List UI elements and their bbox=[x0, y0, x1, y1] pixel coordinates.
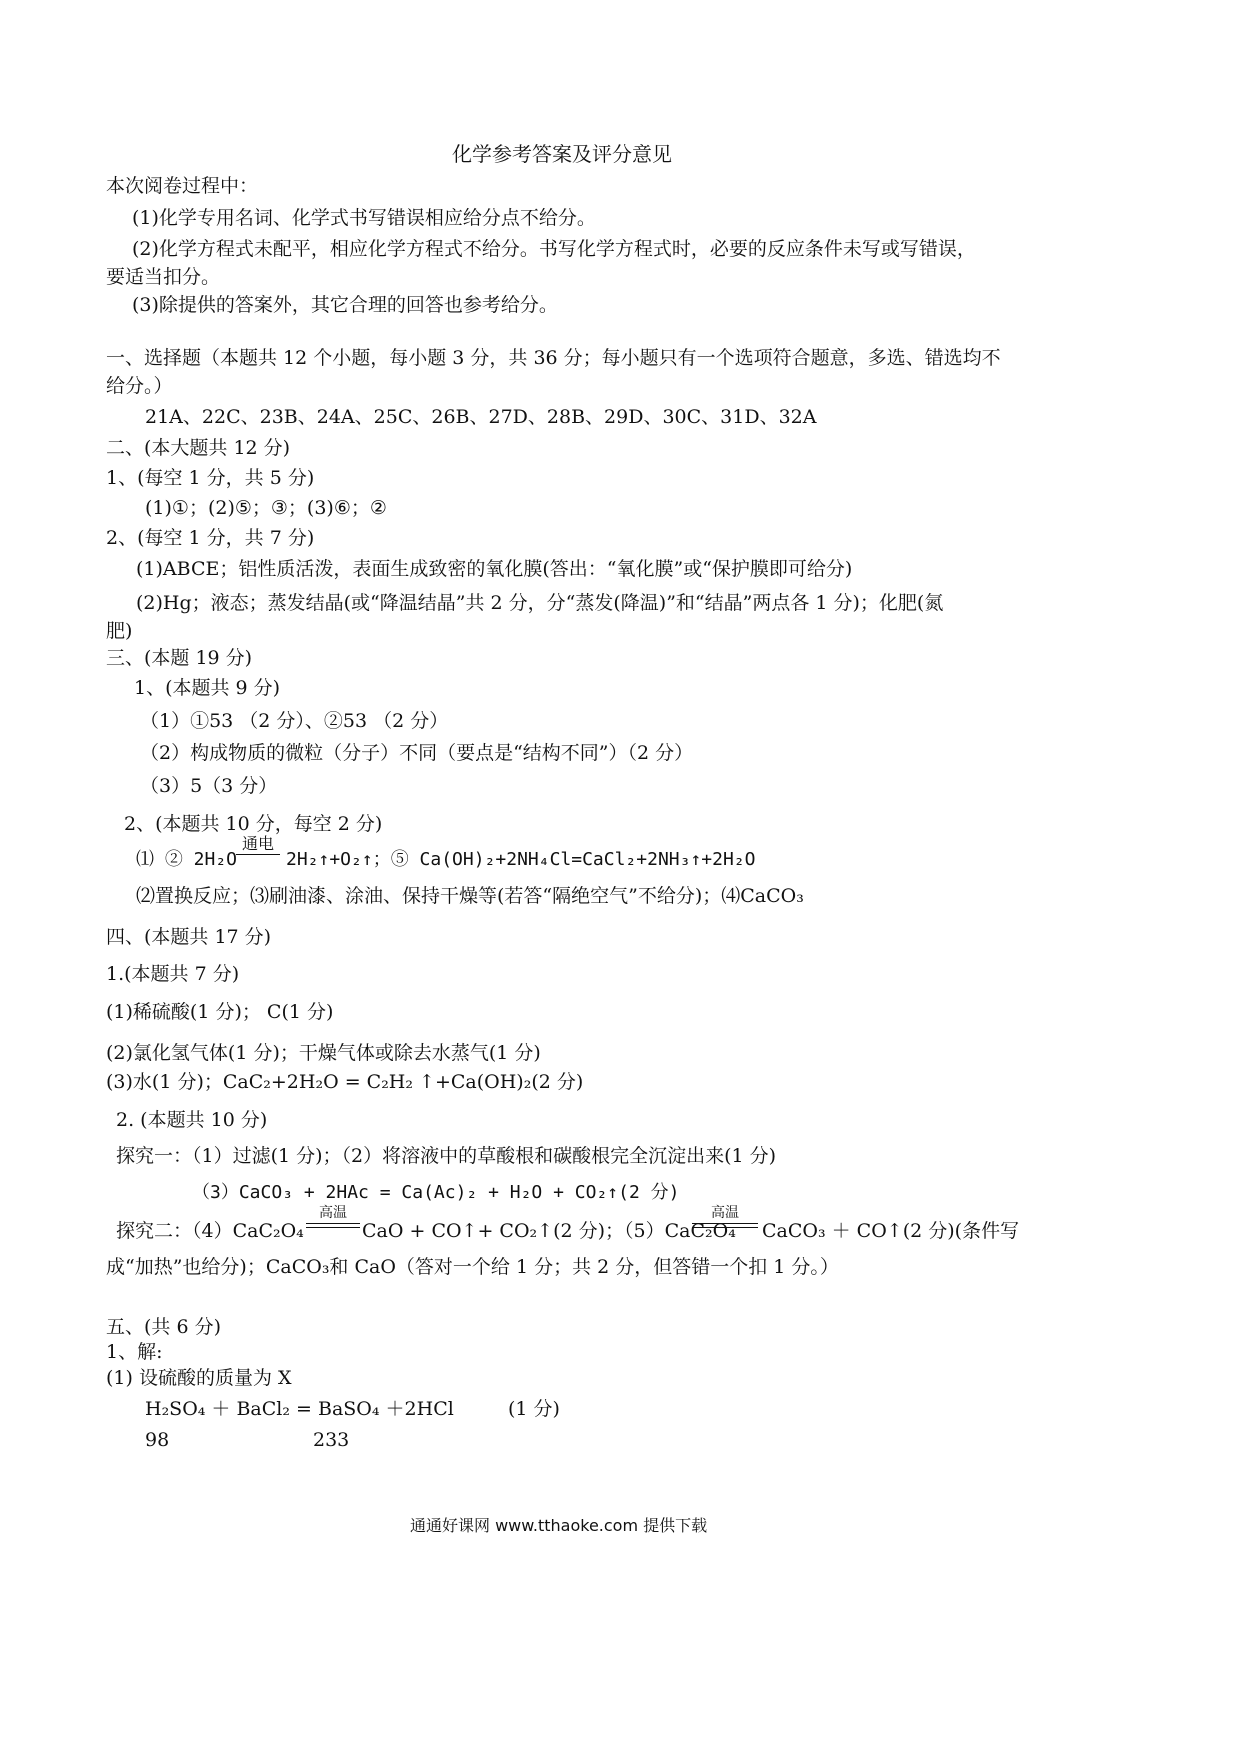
s4-q2-explore-1: 探究一：（1）过滤(1 分)；（2）将溶液中的草酸根和碳酸根完全沉淀出来(1 分) bbox=[116, 1145, 777, 1167]
reaction-equals-line bbox=[306, 1223, 360, 1228]
heat-condition-1 bbox=[306, 1205, 360, 1228]
reaction-equals-line bbox=[692, 1223, 758, 1228]
s3-q1-answer-1: （1）①53 （2 分）、②53 （2 分） bbox=[140, 710, 449, 732]
intro-heading: 本次阅卷过程中： bbox=[106, 175, 259, 197]
intro-note-2b: 要适当扣分。 bbox=[106, 266, 221, 288]
s2-q2-answer-1: (1)ABCE；铝性质活泼，表面生成致密的氧化膜(答出：“氧化膜”或“保护膜即可给分) bbox=[136, 558, 853, 580]
s5-molar-mass-2: 233 bbox=[313, 1429, 350, 1451]
condition-text: 通电 bbox=[241, 834, 274, 853]
s3-q2-equation-post: 2H₂↑+O₂↑；⑤ Ca(OH)₂+2NH₄Cl=CaCl₂+2NH₃↑+2H₂O bbox=[286, 849, 756, 870]
section-3-heading: 三、(本题 19 分) bbox=[106, 647, 253, 669]
s4-q1-heading: 1.(本题共 7 分) bbox=[106, 963, 240, 985]
s4-q2-explore-2b: CaO + CO↑+ CO₂↑(2 分)；（5）CaC₂O₄ bbox=[362, 1220, 736, 1242]
s3-q1-heading: 1、(本题共 9 分) bbox=[134, 677, 281, 699]
s4-q2-explore-2a: 探究二：（4）CaC₂O₄ bbox=[116, 1220, 304, 1242]
section-2-heading: 二、(本大题共 12 分) bbox=[106, 437, 291, 459]
s4-q2-explore-2d: 成“加热”也给分)；CaCO₃和 CaO（答对一个给 1 分；共 2 分，但答错一个扣 1 分。） bbox=[106, 1256, 839, 1278]
page-footer: 通通好课网 www.tthaoke.com 提供下载 bbox=[410, 1516, 708, 1535]
s2-q2-answer-2: (2)Hg；液态；蒸发结晶(或“降温结晶”共 2 分，分“蒸发(降温)”和“结晶”两点各 1 分)；化肥(氮 bbox=[136, 592, 944, 614]
s3-q2-equation-pre: ⑴ ② 2H₂O bbox=[136, 849, 238, 870]
s3-q2-answer-2: ⑵置换反应；⑶刷油漆、涂油、保持干燥等(若答“隔绝空气”不给分)；⑷CaCO₃ bbox=[136, 885, 804, 907]
s3-q2-heading: 2、(本题共 10 分，每空 2 分) bbox=[124, 813, 383, 835]
section-5-heading: 五、(共 6 分) bbox=[106, 1316, 221, 1338]
s5-equation-score: (1 分) bbox=[508, 1398, 560, 1420]
s2-q2-heading: 2、(每空 1 分，共 7 分) bbox=[106, 527, 315, 549]
s5-q1: (1) 设硫酸的质量为 X bbox=[106, 1367, 292, 1389]
electrolysis-condition bbox=[236, 836, 280, 855]
condition-text: 高温 bbox=[711, 1205, 739, 1221]
s4-q1-answer-2: (2)氯化氢气体(1 分)；干燥气体或除去水蒸气(1 分) bbox=[106, 1042, 541, 1064]
s4-q2-heading: 2. (本题共 10 分) bbox=[116, 1109, 268, 1131]
section-1-heading: 一、选择题（本题共 12 个小题，每小题 3 分，共 36 分；每小题只有一个选项符合题意，多选、错选均不 bbox=[106, 347, 1001, 369]
s2-q2-answer-2-cont: 肥) bbox=[106, 620, 133, 642]
s5-equation: H₂SO₄ ＋ BaCl₂ = BaSO₄ ＋2HCl bbox=[145, 1398, 454, 1420]
condition-text: 高温 bbox=[319, 1205, 347, 1221]
s2-q1-heading: 1、(每空 1 分，共 5 分) bbox=[106, 467, 315, 489]
s2-q1-answer: (1)①；(2)⑤；③；(3)⑥；② bbox=[145, 497, 387, 519]
heat-condition-2 bbox=[692, 1205, 758, 1228]
reaction-arrow-line bbox=[236, 854, 280, 855]
s3-q1-answer-3: （3）5（3 分） bbox=[140, 775, 278, 797]
s4-q2-explore-2c: CaCO₃ ＋ CO↑(2 分)(条件写 bbox=[762, 1220, 1020, 1242]
intro-note-1: (1)化学专用名词、化学式书写错误相应给分点不给分。 bbox=[132, 207, 596, 229]
section-4-heading: 四、(本题共 17 分) bbox=[106, 926, 272, 948]
s3-q1-answer-2: （2）构成物质的微粒（分子）不同（要点是“结构不同”）（2 分） bbox=[140, 742, 694, 764]
s5-solution-label: 1、解: bbox=[106, 1341, 163, 1363]
page-title: 化学参考答案及评分意见 bbox=[452, 142, 672, 166]
s4-q1-answer-1: (1)稀硫酸(1 分)； C(1 分) bbox=[106, 1001, 334, 1023]
intro-note-3: (3)除提供的答案外，其它合理的回答也参考给分。 bbox=[132, 294, 558, 316]
s4-q1-answer-3: (3)水(1 分)；CaC₂+2H₂O = C₂H₂ ↑+Ca(OH)₂(2 分) bbox=[106, 1071, 584, 1093]
s4-q2-explore-1b: （3）CaCO₃ + 2HAc = Ca(Ac)₂ + H₂O + CO₂↑(2 分) bbox=[192, 1182, 680, 1203]
s5-molar-mass-1: 98 bbox=[145, 1429, 170, 1451]
section-1-heading-cont: 给分。） bbox=[106, 375, 173, 397]
section-1-answers: 21A、22C、23B、24A、25C、26B、27D、28B、29D、30C、31D、32A bbox=[145, 406, 817, 428]
intro-note-2a: (2)化学方程式未配平，相应化学方程式不给分。书写化学方程式时，必要的反应条件未写或写错误， bbox=[132, 238, 976, 260]
